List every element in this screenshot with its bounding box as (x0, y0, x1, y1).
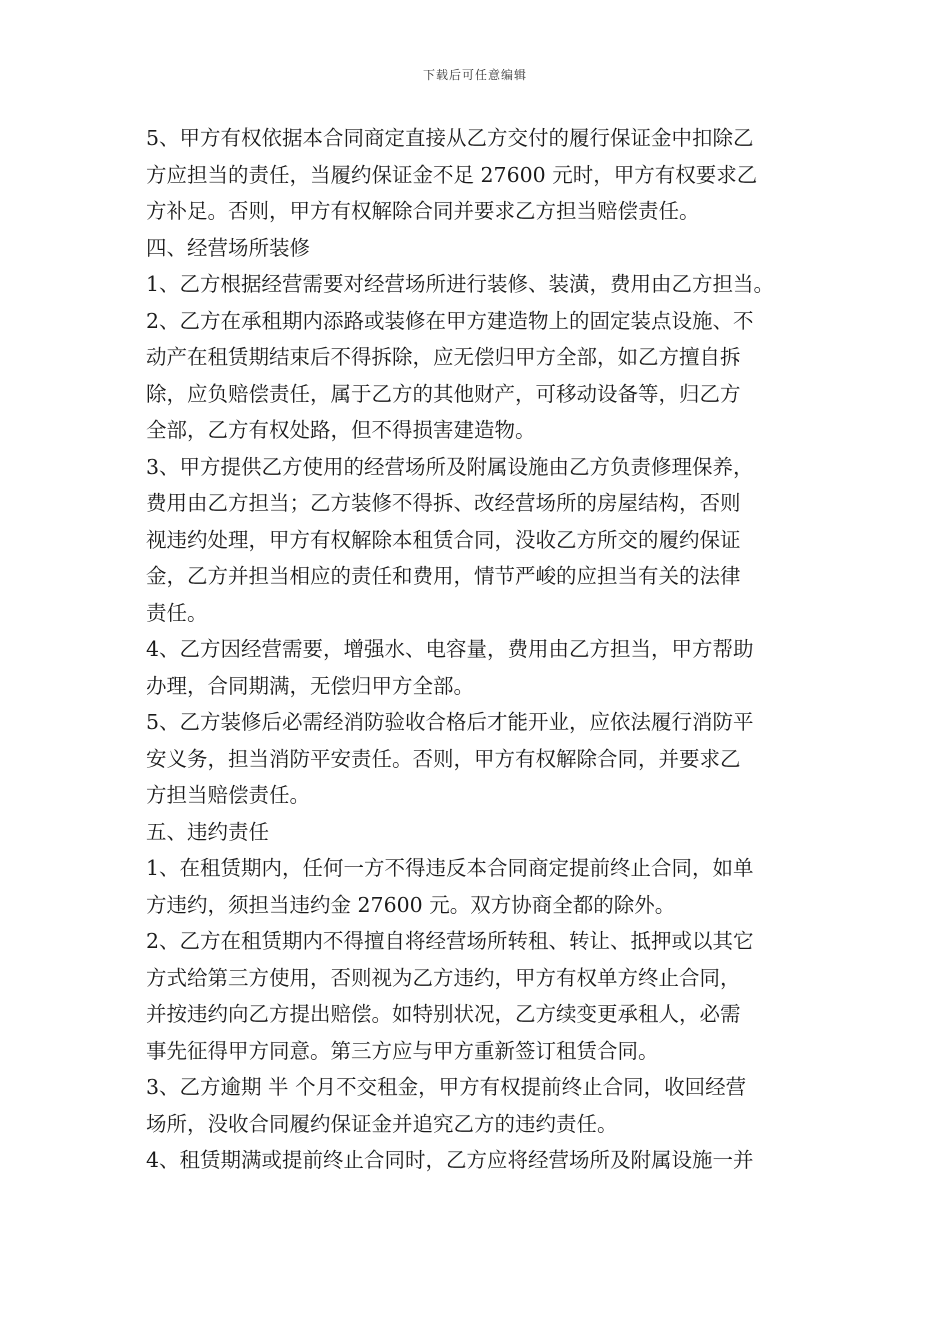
text-line: 方违约，须担当违约金 27600 元。双方协商全都的除外。 (146, 892, 676, 917)
text-line: 视违约处理，甲方有权解除本租赁合同，没收乙方所交的履约保证 (146, 527, 741, 552)
text-line: 2、乙方在承租期内添路或装修在甲方建造物上的固定装点设施、不 (146, 308, 754, 333)
text-line: 5、乙方装修后必需经消防验收合格后才能开业，应依法履行消防平 (146, 710, 754, 734)
text-line: 2、乙方在租赁期内不得擅自将经营场所转租、转让、抵押或以其它 (146, 929, 754, 953)
text-line: 场所，没收合同履约保证金并追究乙方的违约责任。 (146, 1111, 618, 1136)
text-line: 办理，合同期满，无偿归甲方全部。 (146, 673, 474, 698)
text-line: 并按违约向乙方提出赔偿。如特别状况，乙方续变更承租人，必需 (146, 1002, 741, 1026)
header-note: 下载后可任意编辑 (422, 68, 527, 82)
text-line: 3、甲方提供乙方使用的经营场所及附属设施由乙方负责修理保养， (146, 454, 754, 479)
text-line: 4、乙方因经营需要，增强水、电容量，费用由乙方担当，甲方帮助 (146, 637, 754, 661)
section-heading: 五、违约责任 (146, 819, 269, 844)
text-line: 除，应负赔偿责任，属于乙方的其他财产，可移动设备等，归乙方 (146, 381, 741, 406)
text-line: 1、在租赁期内，任何一方不得违反本合同商定提前终止合同，如单 (146, 856, 754, 880)
text-line: 方式给第三方使用，否则视为乙方违约，甲方有权单方终止合同， (146, 965, 741, 990)
text-line: 动产在租赁期结束后不得拆除，应无偿归甲方全部，如乙方擅自拆 (146, 345, 741, 369)
text-line: 方应担当的责任，当履约保证金不足 27600 元时，甲方有权要求乙 (146, 162, 758, 187)
text-line: 全部，乙方有权处路，但不得损害建造物。 (146, 418, 536, 442)
section-heading: 四、经营场所装修 (146, 235, 310, 260)
text-line: 方担当赔偿责任。 (146, 783, 310, 807)
text-line: 4、租赁期满或提前终止合同时，乙方应将经营场所及附属设施一并 (146, 1148, 754, 1172)
text-line: 责任。 (146, 600, 208, 625)
text-line: 1、乙方根据经营需要对经营场所进行装修、装潢，费用由乙方担当。 (146, 272, 775, 296)
document-body (146, 120, 814, 1179)
text-line: 5、甲方有权依据本合同商定直接从乙方交付的履行保证金中扣除乙 (146, 126, 754, 150)
text-line: 费用由乙方担当；乙方装修不得拆、改经营场所的房屋结构，否则 (146, 491, 741, 515)
text-line: 安义务，担当消防平安责任。否则，甲方有权解除合同，并要求乙 (146, 746, 741, 771)
text-line: 方补足。否则，甲方有权解除合同并要求乙方担当赔偿责任。 (146, 199, 700, 223)
text-line: 事先征得甲方同意。第三方应与甲方重新签订租赁合同。 (146, 1038, 659, 1063)
text-line: 3、乙方逾期 半 个月不交租金，甲方有权提前终止合同，收回经营 (146, 1075, 747, 1099)
text-line: 金，乙方并担当相应的责任和费用，情节严峻的应担当有关的法律 (146, 564, 741, 588)
